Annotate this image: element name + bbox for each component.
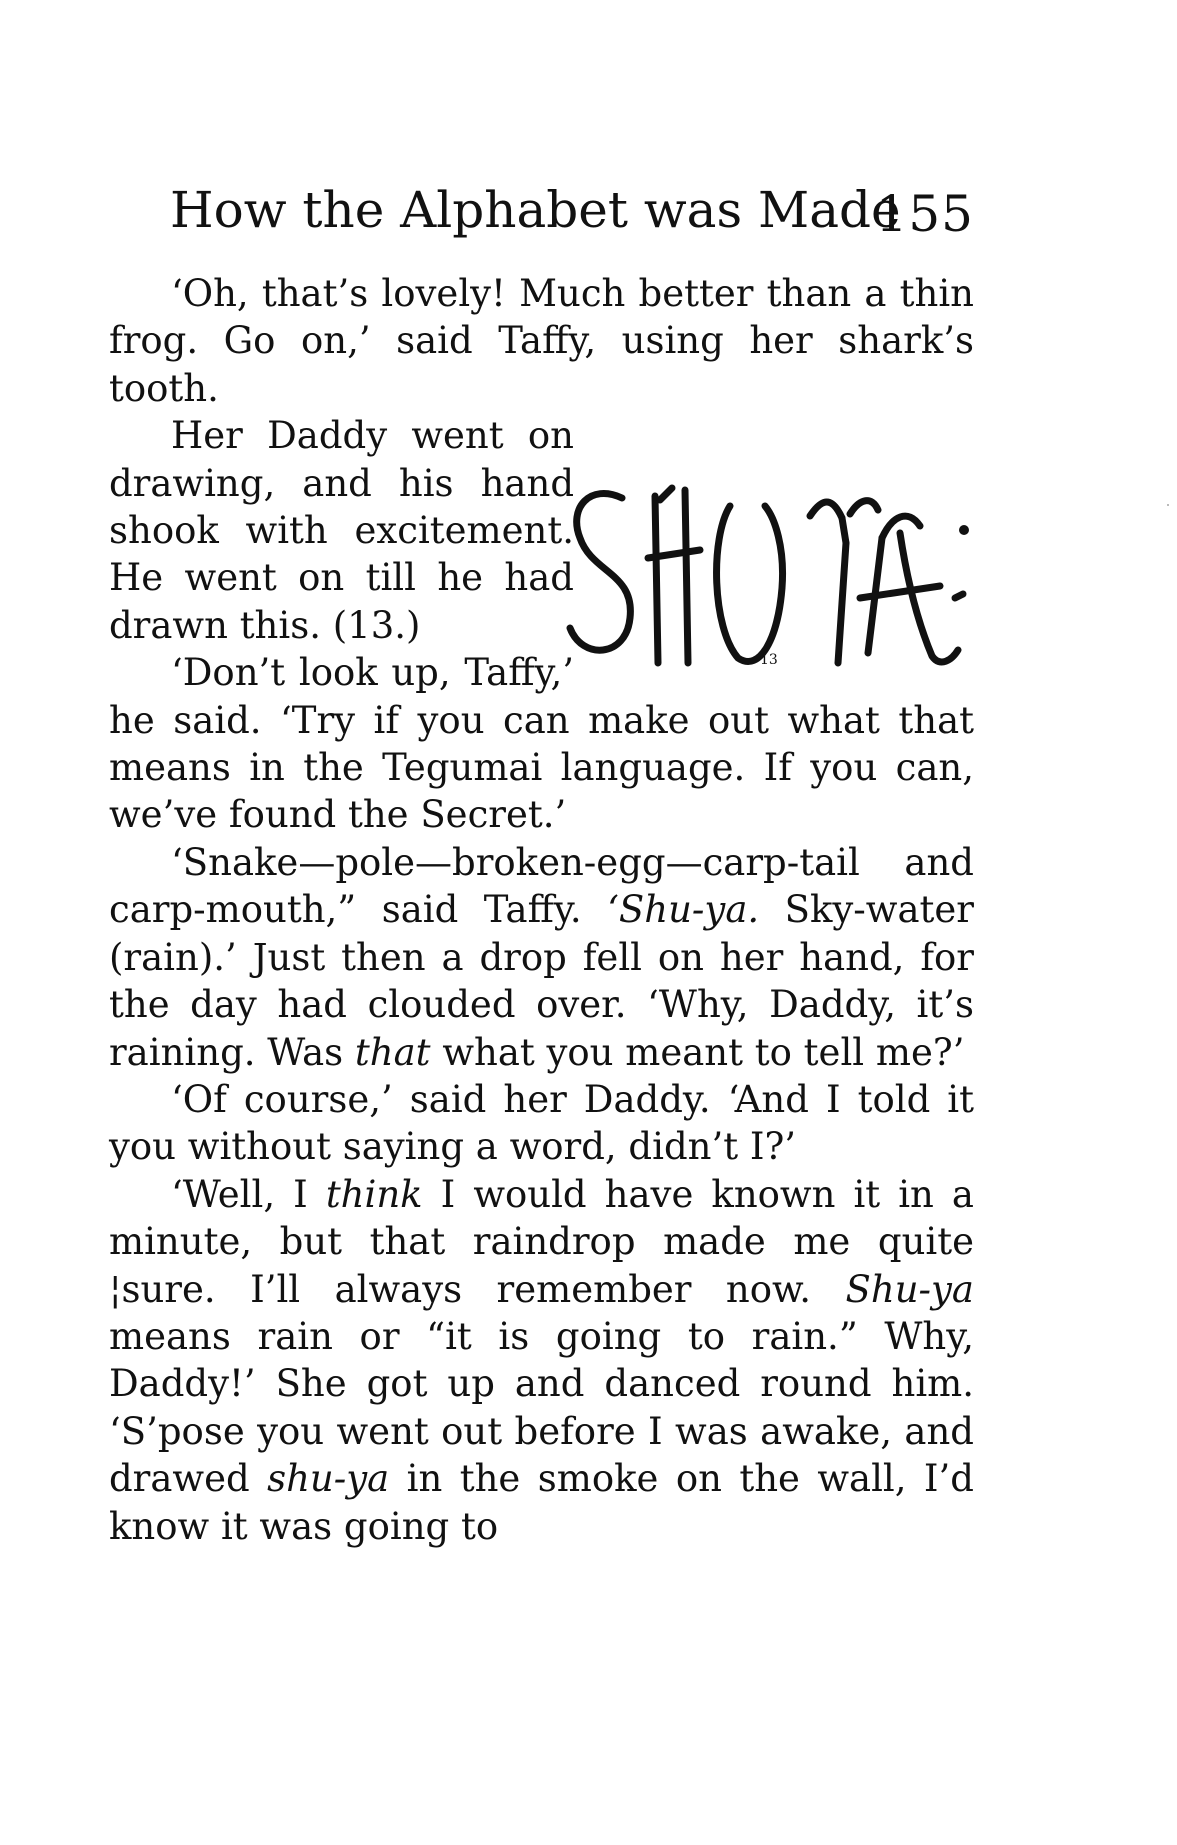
paragraph: ‘Don’t look up, Taffy,’ he said. ‘Try if you can make out what that means in the Tegumai language. If you can, we’ve found the Secret.’ [109,651,974,837]
text-run: means rain or “it is going to rain.” Why, Daddy!’ She got up and danced round him. ‘S’pose you went out before I was awake, and drawed [109,1314,974,1501]
paragraph: Her Daddy went on drawing, and his hand shook with excitement. He went on till he had drawn this. (13.) [109,414,574,647]
text-run: I would have known it in a minute, but that raindrop made me quite ¦sure. I’ll always remember now. [109,1172,974,1311]
page-number: 155 [875,185,974,243]
running-header [170,180,974,243]
paragraph: ‘Of course,’ said her Daddy. ‘And I told it you without saying a word, didn’t I?’ [109,1077,974,1169]
italic-run: shu-ya [267,1457,390,1501]
paragraph [109,1171,974,1550]
text-run: what you meant to tell me?’ [442,1030,965,1074]
italic-run: Shu-ya [845,1267,974,1311]
running-title: How the Alphabet was Made [170,181,901,239]
text-run: in the smoke on the wall, I’d know it was going to [109,1457,974,1548]
scan-speck [1167,504,1169,506]
page-body [109,270,974,1550]
italic-run: think [325,1172,423,1216]
text-run: ‘Well, I [171,1172,308,1216]
italic-run: ‘Shu-ya. [607,888,760,932]
italic-run: that [354,1030,431,1074]
paragraph [109,839,974,1076]
text-run: ‘Snake—pole—broken-egg—carp-tail and carp-mouth,” said Taffy. [109,840,974,932]
paragraph: ‘Oh, that’s lovely! Much better than a thin frog. Go on,’ said Taffy, using her shark’s tooth. [109,272,974,410]
text-run: Sky-water (rain).’ Just then a drop fell on her hand, for the day had clouded over. ‘Why, Daddy, it’s raining. Was [109,888,974,1074]
figure-number: 13 [760,652,778,668]
